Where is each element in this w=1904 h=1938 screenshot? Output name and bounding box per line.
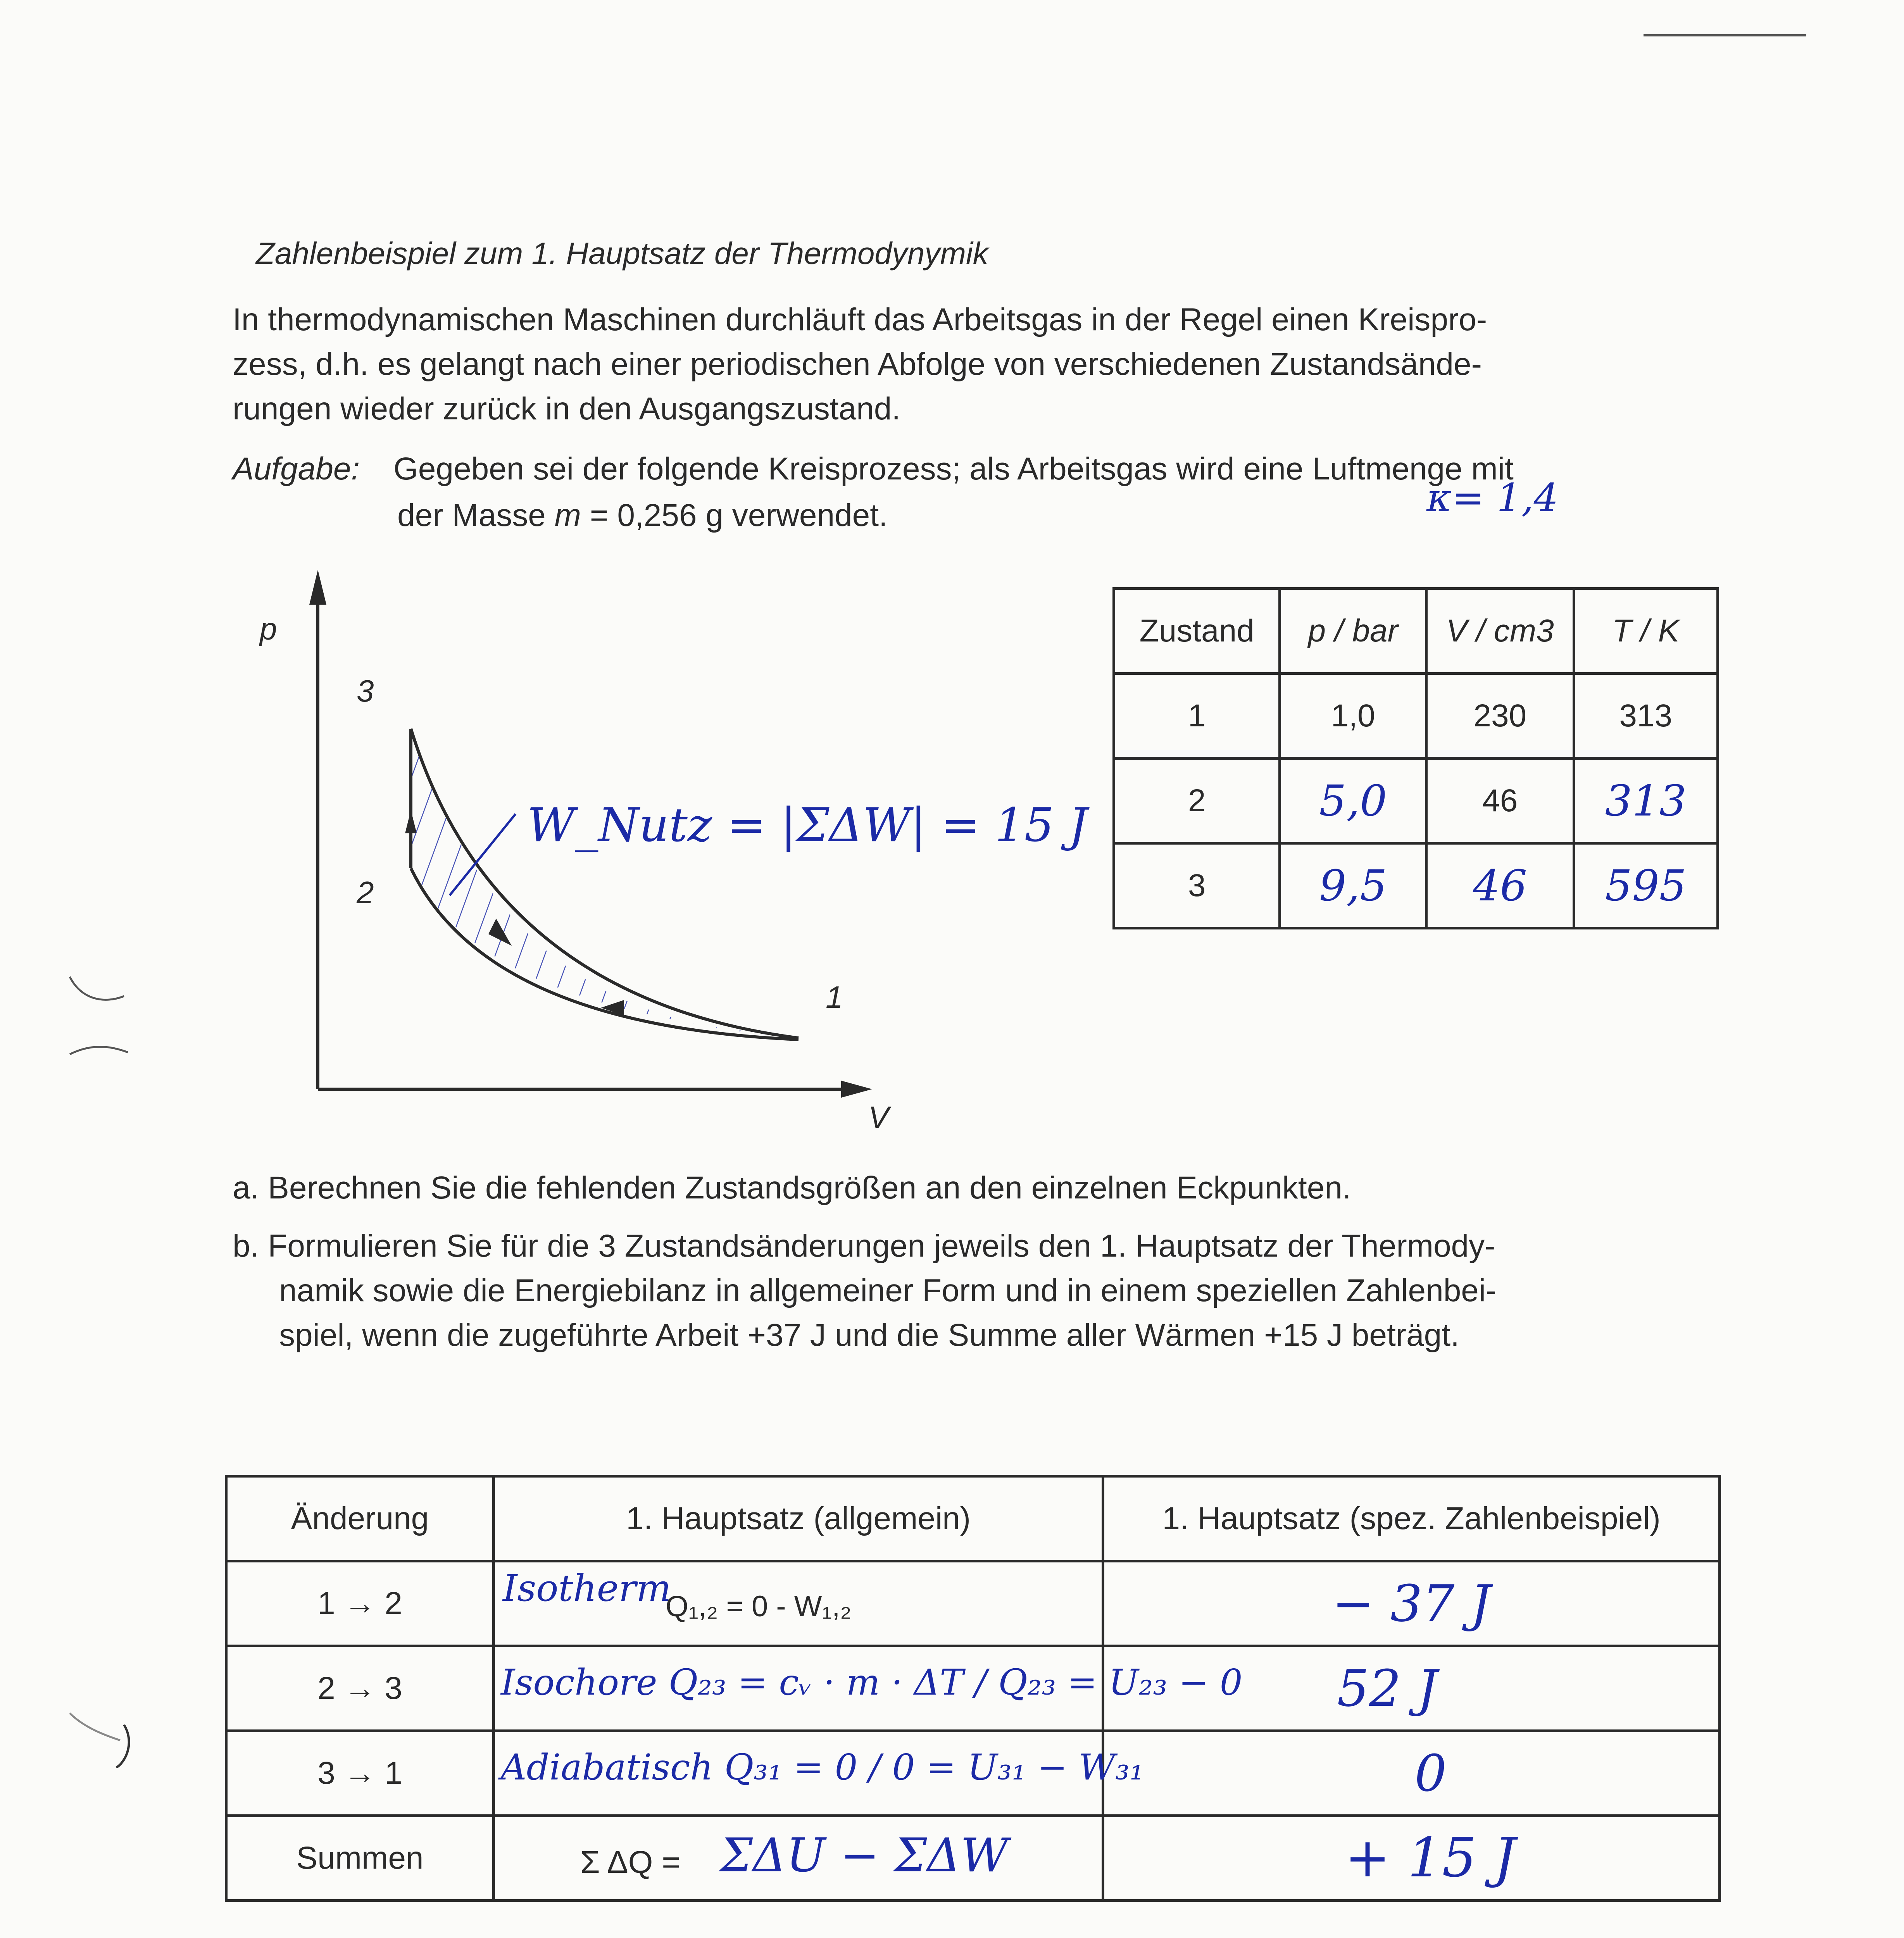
- point-label-2: 2: [357, 875, 374, 910]
- hand-adiabatic: Adiabatisch Q₃₁ = 0 / 0 = U₃₁ − W₃₁: [500, 1747, 1144, 1788]
- special-1-2: [1103, 1561, 1720, 1646]
- table-row: [226, 1816, 1720, 1901]
- question-b-line-2: namik sowie die Energiebilanz in allgemeiner Form und in einem speziellen Zahlenbei-: [279, 1273, 1497, 1308]
- scan-line: [1644, 34, 1806, 36]
- state-1-v: 230: [1426, 674, 1574, 759]
- intro-line-2: zess, d.h. es gelangt nach einer periodischen Abfolge von verschiedenen Zustandsände-: [233, 347, 1482, 382]
- general-1-2: [493, 1561, 1103, 1646]
- table-row: [1114, 843, 1718, 928]
- axis-label-v: V: [868, 1100, 889, 1135]
- pv-diagram: [217, 562, 1088, 1151]
- special-3-1: [1103, 1731, 1720, 1816]
- task-line-2-pre: der Masse: [397, 498, 555, 533]
- header-change: Änderung: [226, 1476, 494, 1561]
- task-line-1: Gegeben sei der folgende Kreisprozess; als Arbeitsgas wird eine Luftmenge mit: [393, 451, 1514, 486]
- general-3-1: [493, 1731, 1144, 1816]
- change-sum: Summen: [226, 1816, 494, 1901]
- state-2: 2: [1114, 759, 1280, 843]
- energy-table-header: [226, 1476, 1720, 1561]
- point-label-3: 3: [357, 674, 374, 708]
- header-zustand: Zustand: [1114, 589, 1280, 674]
- state-3: 3: [1114, 843, 1280, 928]
- task-line-2: [397, 494, 888, 537]
- state-table-header: [1114, 589, 1718, 674]
- state-2-p-hand: 5,0: [1280, 759, 1426, 843]
- question-b-line-1: b. Formulieren Sie für die 3 Zustandsänderungen jeweils den 1. Hauptsatz der Thermody-: [233, 1228, 1495, 1264]
- hand-work-annotation: W_Nutz = |ΣΔW| = 15 J: [527, 798, 1088, 852]
- general-sum: [493, 1816, 1103, 1901]
- energy-table: [225, 1475, 1721, 1902]
- change-2-3: 2 → 3: [226, 1646, 494, 1731]
- general-2-3: [493, 1646, 1243, 1731]
- table-row: [1114, 759, 1718, 843]
- state-3-t-hand: 595: [1574, 843, 1718, 928]
- task-label: Aufgabe:: [233, 451, 360, 486]
- y-axis-arrow: [309, 570, 326, 605]
- hand-sum-general: ΣΔU − ΣΔW: [719, 1829, 1009, 1883]
- margin-marks: [47, 969, 143, 1822]
- change-3-1: 3 → 1: [226, 1731, 494, 1816]
- state-3-v-hand: 46: [1426, 843, 1574, 928]
- hand-special-sum: + 15 J: [1345, 1826, 1516, 1890]
- question-a: a. Berechnen Sie die fehlenden Zustandsgrößen an den einzelnen Eckpunkten.: [233, 1170, 1351, 1205]
- state-1-p: 1,0: [1280, 674, 1426, 759]
- hand-special-3-1: 0: [1414, 1744, 1447, 1803]
- state-2-t-hand: 313: [1574, 759, 1718, 843]
- work-area: [411, 733, 799, 1037]
- general-sum-print: Σ ΔQ =: [580, 1845, 681, 1880]
- task-line-2-post: = 0,256 g verwendet.: [581, 498, 888, 533]
- special-sum: [1103, 1816, 1720, 1901]
- state-1-t: 313: [1574, 674, 1718, 759]
- page-title: Zahlenbeispiel zum 1. Hauptsatz der Thermodynymik: [256, 236, 988, 271]
- table-row: [226, 1731, 1720, 1816]
- intro-line-3: rungen wieder zurück in den Ausgangszustand.: [233, 391, 901, 426]
- hand-special-1-2: − 37 J: [1332, 1574, 1491, 1633]
- state-2-v: 46: [1426, 759, 1574, 843]
- header-general: 1. Hauptsatz (allgemein): [493, 1476, 1103, 1561]
- state-table: [1112, 587, 1719, 929]
- state-1: 1: [1114, 674, 1280, 759]
- intro-line-1: In thermodynamischen Maschinen durchläuft das Arbeitsgas in der Regel einen Kreispro-: [233, 302, 1487, 337]
- question-b-line-3: spiel, wenn die zugeführte Arbeit +37 J und die Summe aller Wärmen +15 J beträgt.: [279, 1317, 1459, 1353]
- table-row: [226, 1646, 1720, 1731]
- axis-label-p: p: [260, 612, 277, 646]
- general-1-2-print: Q₁,₂ = 0 - W₁,₂: [665, 1590, 852, 1623]
- table-row: [226, 1561, 1720, 1646]
- point-label-1: 1: [826, 980, 843, 1014]
- header-special: 1. Hauptsatz (spez. Zahlenbeispiel): [1103, 1476, 1720, 1561]
- table-row: [1114, 674, 1718, 759]
- header-t: T / K: [1574, 589, 1718, 674]
- header-v: V / cm3: [1426, 589, 1574, 674]
- change-1-2: 1 → 2: [226, 1561, 494, 1646]
- hand-special-2-3: 52 J: [1337, 1659, 1438, 1718]
- state-3-p-hand: 9,5: [1280, 843, 1426, 928]
- hand-isotherm: Isotherm: [502, 1567, 671, 1610]
- header-p: p / bar: [1280, 589, 1426, 674]
- hand-isochore: Isochore Q₂₃ = cᵥ · m · ΔT / Q₂₃ = U₂₃ − 0: [500, 1662, 1243, 1703]
- mass-variable: m: [554, 498, 581, 533]
- x-axis-arrow: [841, 1081, 872, 1098]
- hand-kappa: κ= 1,4: [1426, 475, 1559, 521]
